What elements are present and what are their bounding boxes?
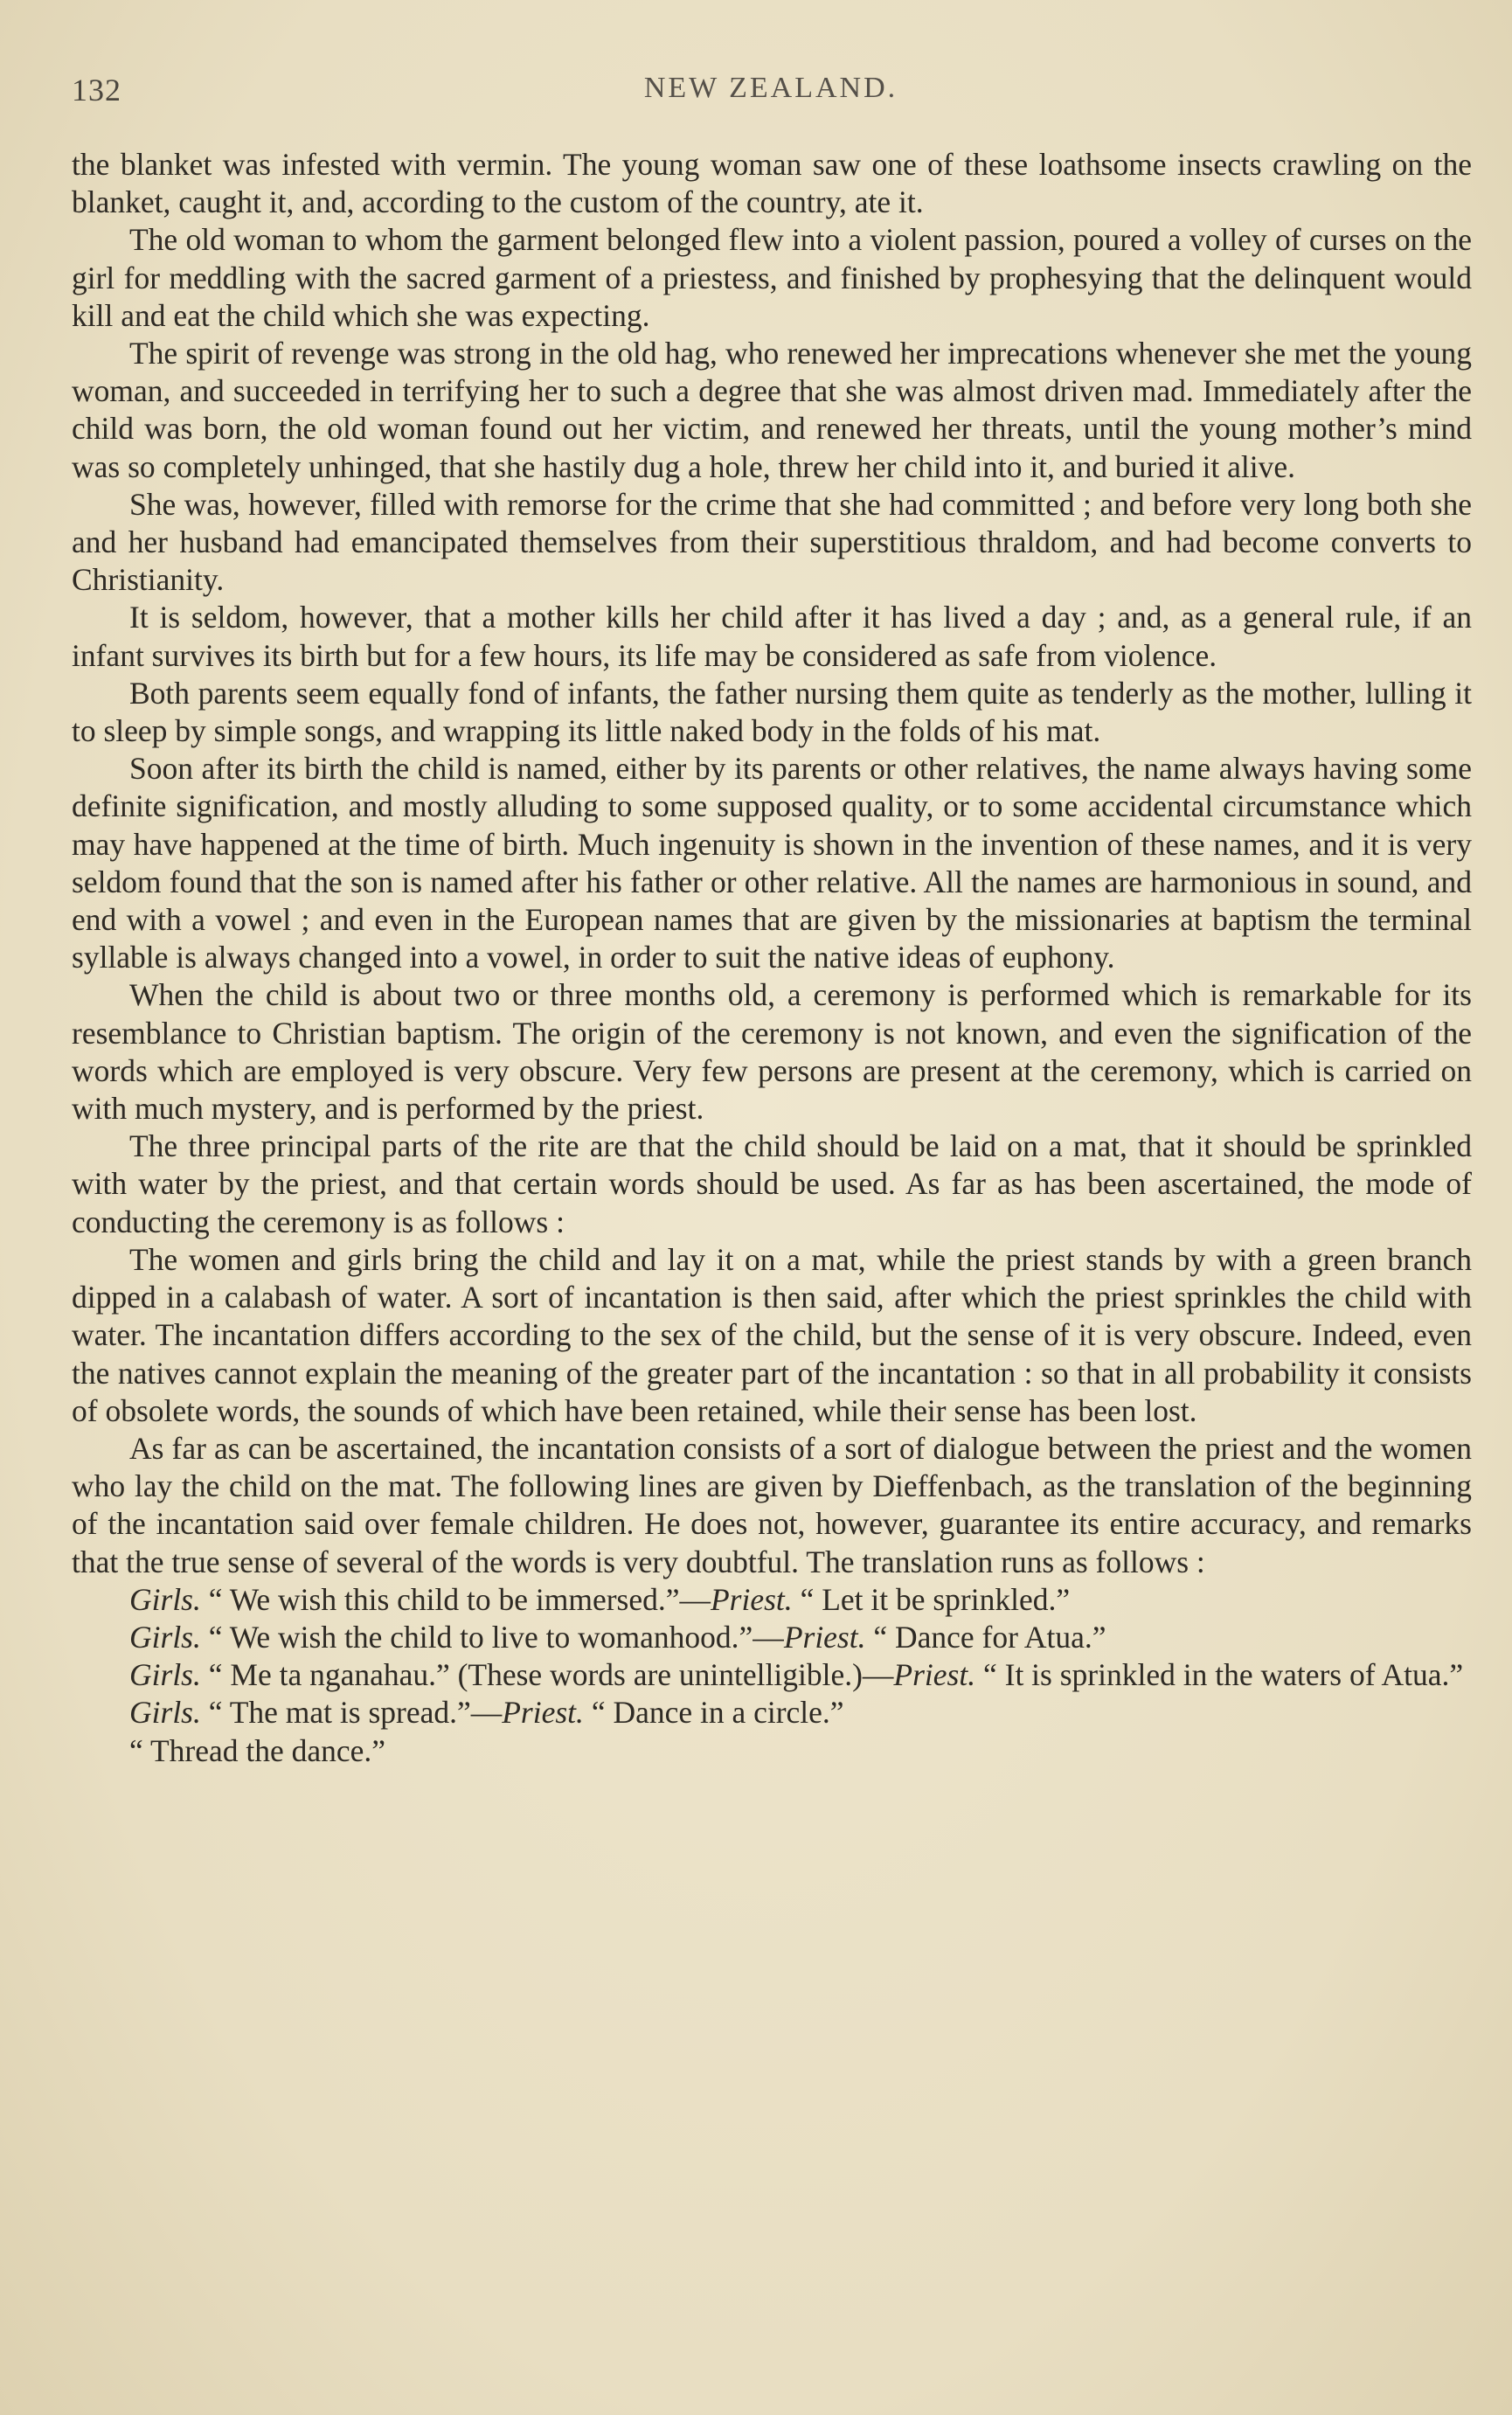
dialogue-line <box>72 1619 1472 1656</box>
girls-line: “ Me ta nganahau.” (These words are unintelligible.)— <box>208 1657 894 1693</box>
speaker-girls: Girls. <box>129 1581 201 1617</box>
paragraph: The old woman to whom the garment belonged flew into a violent passion, poured a volley of curses on the girl for meddling with the sacred garment of a priestess, and finished by prophesying that the delinquent would kill and eat the child which she was expecting. <box>72 222 1472 333</box>
paragraph: She was, however, filled with remorse for the crime that she had committed ; and before very long both she and her husband had emancipated themselves from their superstitious thraldom, and had become converts to Christianity. <box>72 486 1472 598</box>
paragraph: When the child is about two or three months old, a ceremony is performed which is remarkable for its resemblance to Christian baptism. The origin of the ceremony is not known, and even the signification of the words which are employed is very obscure. Very few persons are present at the ceremony, which is carried on with much mystery, and is performed by the priest. <box>72 977 1472 1127</box>
speaker-priest: Priest. <box>502 1695 584 1731</box>
body-text <box>72 146 1472 1770</box>
paragraph: It is seldom, however, that a mother kills her child after it has lived a day ; and, as a general rule, if an infant survives its birth but for a few hours, its life may be considered as safe from violence. <box>72 600 1472 673</box>
paragraph: Both parents seem equally fond of infants, the father nursing them quite as tenderly as the mother, lulling it to sleep by simple songs, and wrapping its little naked body in the folds of his mat. <box>72 675 1472 749</box>
paragraph: The spirit of revenge was strong in the old hag, who renewed her imprecations whenever she met the young woman, and succeeded in terrifying her to such a degree that she was almost driven mad. Immediately after the child was born, the old woman found out her victim, and renewed her threats, until the young mother’s mind was so completely unhinged, that she hastily dug a hole, threw her child into it, and buried it alive. <box>72 336 1472 484</box>
closing-line: “ Thread the dance.” <box>129 1732 386 1768</box>
priest-line: “ It is sprinkled in the waters of Atua.” <box>975 1657 1464 1693</box>
speaker-girls: Girls. <box>129 1619 201 1655</box>
speaker-priest: Priest. <box>893 1657 976 1693</box>
girls-line: “ We wish the child to live to womanhood.”— <box>208 1619 784 1655</box>
incantation-dialogue <box>72 1581 1472 1770</box>
dialogue-line <box>72 1581 1472 1619</box>
girls-line: “ We wish this child to be immersed.”— <box>208 1581 711 1617</box>
girls-line: “ The mat is spread.”— <box>208 1695 503 1731</box>
priest-line: “ Let it be sprinkled.” <box>792 1581 1071 1617</box>
paragraph: Soon after its birth the child is named, either by its parents or other relatives, the name always having some definite signification, and mostly alluding to some supposed quality, or to some accidental circumstance which may have happened at the time of birth. Much ingenuity is shown in the invention of these names, and it is very seldom found that the son is named after his father or other relative. All the names are harmonious in sound, and end with a vowel ; and even in the European names that are given by the missionaries at baptism the terminal syllable is always changed into a vowel, in order to suit the native ideas of euphony. <box>72 751 1472 975</box>
dialogue-line <box>72 1694 1472 1731</box>
running-title: NEW ZEALAND. <box>643 72 898 104</box>
page-header <box>72 72 1470 124</box>
speaker-girls: Girls. <box>129 1657 201 1693</box>
speaker-priest: Priest. <box>711 1581 793 1617</box>
paragraph: The three principal parts of the rite are that the child should be laid on a mat, that it should be sprinkled with water by the priest, and that certain words should be used. As far as has been ascertained, the mode of conducting the ceremony is as follows : <box>72 1128 1472 1239</box>
priest-line: “ Dance in a circle.” <box>583 1695 844 1731</box>
paragraph: As far as can be ascertained, the incantation consists of a sort of dialogue between the priest and the women who lay the child on the mat. The following lines are given by Dieffenbach, as the translation of the beginning of the incantation said over female children. He does not, however, guarantee its entire accuracy, and remarks that the true sense of several of the words is very doubtful. The translation runs as follows : <box>72 1430 1472 1579</box>
paragraph: The women and girls bring the child and lay it on a mat, while the priest stands by with a green branch dipped in a calabash of water. A sort of incantation is then said, after which the priest sprinkles the child with water. The incantation differs according to the sex of the child, but the sense of it is very obscure. Indeed, even the natives cannot explain the meaning of the greater part of the incantation : so that in all probability it consists of obsolete words, the sounds of which have been retained, while their sense has been lost. <box>72 1241 1472 1428</box>
dialogue-line <box>72 1656 1472 1694</box>
speaker-priest: Priest. <box>783 1619 866 1655</box>
priest-line: “ Dance for Atua.” <box>865 1619 1106 1655</box>
speaker-girls: Girls. <box>129 1695 201 1731</box>
page-number: 132 <box>72 73 121 108</box>
paragraph: the blanket was infested with vermin. The young woman saw one of these loathsome insects crawling on the blanket, caught it, and, according to the custom of the country, ate it. <box>72 147 1472 220</box>
